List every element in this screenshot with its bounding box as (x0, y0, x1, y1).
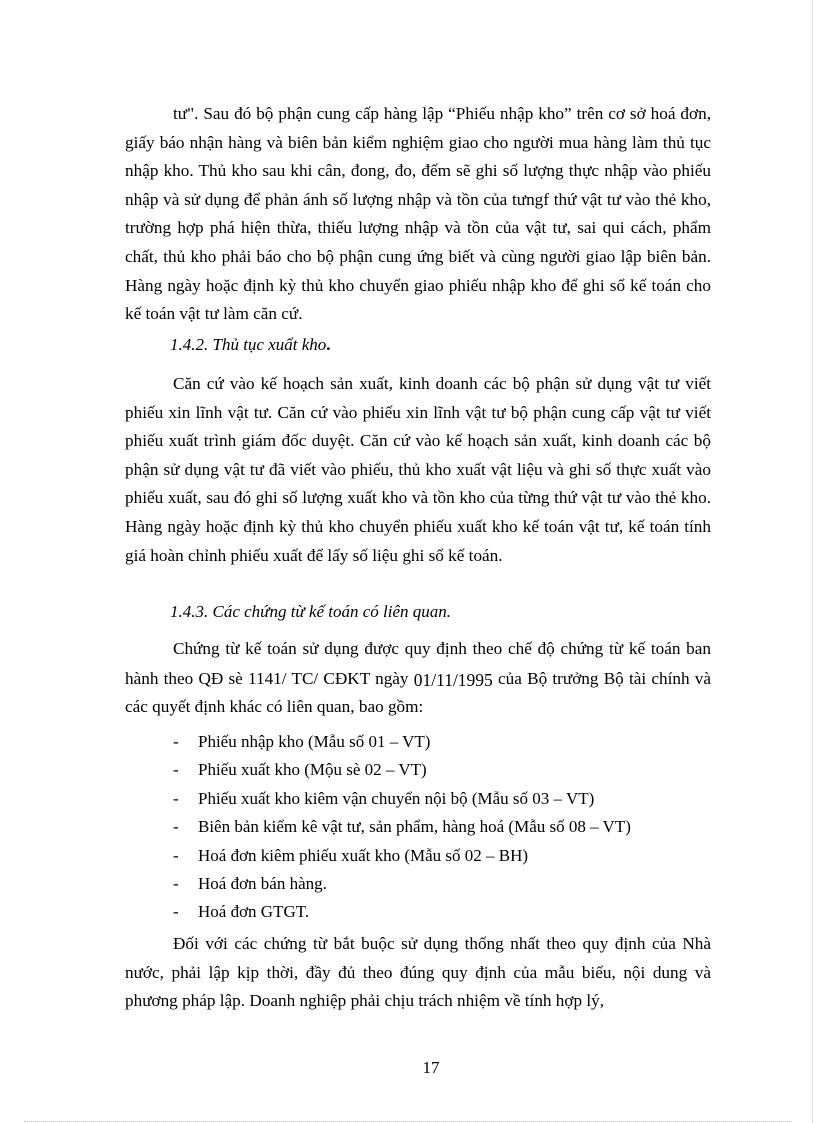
list-item (168, 785, 631, 813)
list-item (168, 898, 631, 926)
decision-date: 01/11/1995 (413, 669, 493, 690)
list-bullet: - (173, 760, 179, 780)
list-bullet: - (173, 845, 179, 865)
list-item-text: Hoá đơn GTGT. (198, 902, 310, 922)
list-bullet: - (173, 788, 179, 808)
section-heading-1-4-3 (170, 598, 451, 626)
paragraph-3 (125, 635, 711, 722)
heading-1-4-2-text: 1.4.2. Thủ tục xuất kho (170, 335, 327, 354)
paragraph-3-part-2: của Bộ trưởng Bộ tài chính và các quyết định khác có liên quan, bao gồm: (125, 668, 711, 717)
heading-1-4-3-text: 1.4.3. Các chứng từ kế toán có liên quan. (170, 602, 452, 621)
paragraph-issuing-procedure (125, 370, 711, 570)
list-item (168, 813, 631, 841)
paragraph-4: Đối với các chứng từ bắt buộc sử dụng thống nhất theo quy định của Nhà nước, phải lập kịp thời, đầy đủ theo đúng quy định của mẫu biểu, nội dung và phương pháp lập. Doanh nghiệp phải chịu trách nhiệm về tính hợp lý, (125, 934, 711, 1011)
list-item (168, 728, 631, 756)
list-item (168, 870, 631, 898)
list-item (168, 842, 631, 870)
paragraph-related-documents (125, 635, 711, 722)
list-item-text: Hoá đơn kiêm phiếu xuất kho (Mẫu số 02 – BH) (198, 845, 529, 865)
paragraph-3-part-1: Chứng từ kế toán sử dụng được quy định theo chế độ chứng từ kế toán ban hành theo QĐ sè 1141/ TC/ CĐKT ngày (125, 639, 711, 688)
paragraph-1: tư". Sau đó bộ phận cung cấp hàng lập “Phiếu nhập kho” trên cơ sở hoá đơn, giấy báo nhận hàng và biên bản kiểm nghiệm giao cho người mua hàng làm thủ tục nhập kho. Thủ kho sau khi cân, đong, đo, đếm sẽ ghi số lượng thực nhập vào phiếu nhập và sử dụng để phản ánh số lượng nhập và tồn của tưngf thứ vật tư vào thẻ kho, trường hợp phá hiện thừa, thiếu lượng nhập và tồn của vật tư, sai qui cách, phẩm chất, thủ kho phải báo cho bộ phận cung ứng biết và cùng người giao lập biên bản. Hàng ngày hoặc định kỳ thủ kho chuyển giao phiếu nhập kho để ghi sổ kế toán cho kế toán vật tư làm căn cứ. (125, 104, 711, 324)
page-bottom-border (24, 1121, 792, 1122)
list-item-text: Hoá đơn bán hàng. (198, 874, 327, 894)
list-bullet: - (173, 902, 179, 922)
list-item-text: Biên bản kiểm kê vật tư, sản phẩm, hàng hoá (Mẫu số 08 – VT) (198, 817, 631, 837)
list-item-text: Phiếu xuất kho kiêm vận chuyển nội bộ (Mẫu số 03 – VT) (198, 788, 595, 808)
list-item-text: Phiếu nhập kho (Mẫu số 01 – VT) (198, 732, 431, 751)
section-heading-1-4-2 (170, 331, 331, 359)
page-number: 17 (422, 1058, 440, 1077)
list-bullet: - (173, 732, 179, 751)
page-right-border (812, 0, 813, 1123)
list-item (168, 756, 631, 784)
list-bullet: - (173, 817, 179, 837)
paragraph-2: Căn cứ vào kế hoạch sản xuất, kinh doanh các bộ phận sử dụng vật tư viết phiếu xin lĩnh vật tư. Căn cứ vào phiếu xin lĩnh vật tư bộ phận cung cấp vật tư viết phiếu xuất trình giám đốc duyệt. Căn cứ vào kế hoạch sản xuất, kinh doanh các bộ phận sử dụng vật tư đã viết vào phiếu, thủ kho xuất vật liệu và ghi số thực xuất vào phiếu xuất, sau đó ghi số lượng xuất kho và tồn kho của từng thứ vật tư vào thẻ kho. Hàng ngày hoặc định kỳ thủ kho chuyển phiếu xuất kho kế toán vật tư, kế toán tính giá hoàn chỉnh phiếu xuất để lấy số liệu ghi sổ kế toán. (125, 374, 711, 565)
paragraph-mandatory-documents (125, 930, 711, 1016)
document-list (168, 728, 631, 927)
list-bullet: - (173, 874, 179, 894)
paragraph-receiving-procedure (125, 100, 711, 329)
list-item-text: Phiếu xuất kho (Mộu sè 02 – VT) (198, 760, 427, 780)
heading-1-4-2-dot: . (326, 335, 331, 354)
